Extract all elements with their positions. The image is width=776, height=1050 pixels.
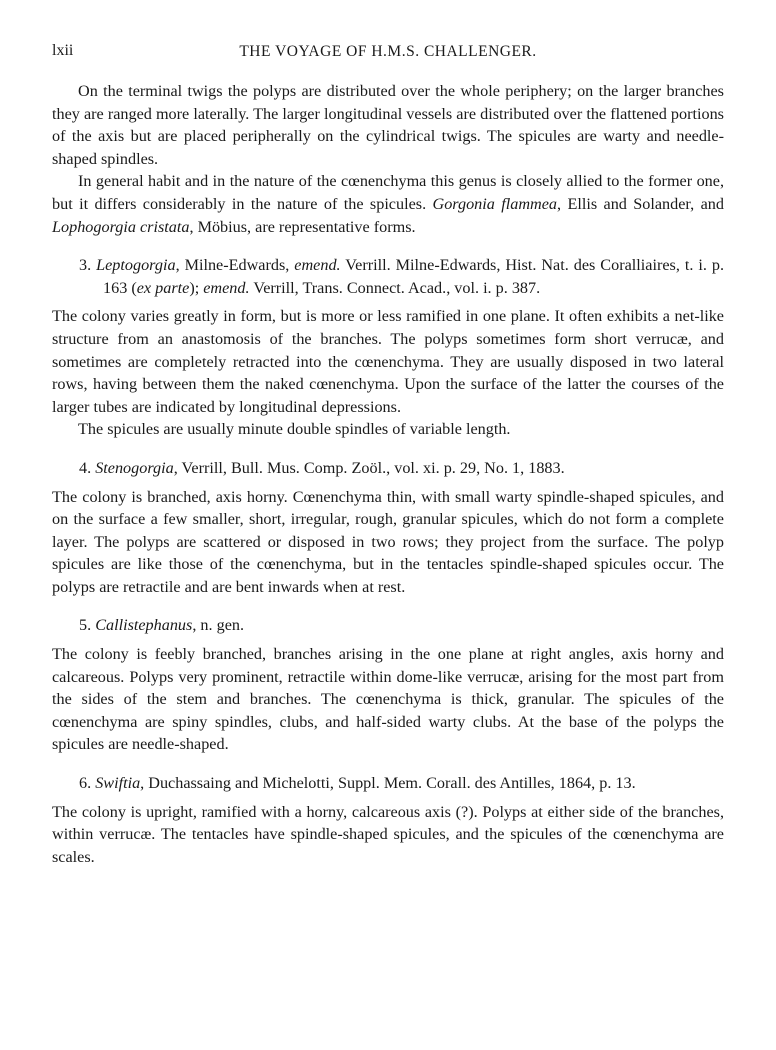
genus-ref-a: , Milne-Edwards, [175,256,290,275]
genus-number: 5. [79,616,92,635]
genus-heading-callistephanus [52,614,724,637]
page [52,42,724,868]
intro-text-c: , Möbius, are representative forms. [189,217,416,236]
genus-number: 4. [79,458,92,477]
genus-ref-emend-2: emend. [203,278,250,297]
genus-ref-d: Verrill, Trans. Connect. Acad., vol. i. p. 387. [253,278,541,297]
genus-heading-stenogorgia [52,457,724,480]
genus-ref-emend: emend. [294,256,341,275]
running-title: THE VOYAGE OF H.M.S. CHALLENGER. [239,43,537,60]
genus-name: Swiftia [95,774,141,793]
genus-ref-ex-parte: ex parte [136,278,190,297]
genus-ref-b: Verrill. Milne-Edwards, Hist. Nat. des Coralliaires, t. i. p. 163 ( [103,256,724,297]
genus-description: The colony is feebly branched, branches arising in the one plane at right angles, axis horny and calcareous. Polyps very prominent, retractile within dome-like verrucæ, arising for the most part from the sides of the stem and branches. The cœnenchyma is thick, granular. The spicules of the cœnenchyma are spiny spindles, clubs, and half-sided warty clubs. At the base of the polyps the spicules are needle-shaped. [52,645,724,754]
page-number: lxii [52,42,74,59]
genus-number: 6. [79,774,92,793]
intro-text-a: In general habit and in the nature of the cœnenchyma this genus is closely allied to the former one, but it differs considerably in the nature of the spicules. [52,172,724,213]
taxon-gorgonia-flammea: Gorgonia flammea [432,194,558,213]
taxon-lophogorgia-cristata: Lophogorgia cristata [52,217,190,236]
genus-name: Stenogorgia [95,458,174,477]
intro-paragraph-2 [52,170,724,238]
genus-description: The colony is branched, axis horny. Cœnenchyma thin, with small warty spindle-shaped spicules, and on the surface a few smaller, short, irregular, rough, granular spicules, which do not form a complete layer. The polyps are scattered or disposed in two rows; they project from the surface. The polyp spicules are like those of the cœnenchyma, but in the tentacles spindle-shaped spicules occur. The polyps are retractile and are bent inwards when at rest. [52,487,724,596]
genus-description: The colony varies greatly in form, but is more or less ramified in one plane. It often exhibits a net-like structure from an anastomosis of the branches. The polyps sometimes form short verrucæ, and sometimes are completely retracted into the cœnenchyma. They are usually disposed in two lateral rows, having between them the naked cœnenchyma. Upon the surface of the latter the courses of the larger tubes are indicated by longitudinal depressions. [52,307,724,416]
genus-description-2: The spicules are usually minute double spindles of variable length. [78,420,511,439]
genus-ref: , Duchassaing and Michelotti, Suppl. Mem. Corall. des Antilles, 1864, p. 13. [140,774,636,793]
genus-ref: , n. gen. [192,616,245,635]
intro-text-b: , Ellis and Solander, and [557,194,724,213]
genus-heading-leptogorgia [52,254,724,299]
intro-paragraph-1: On the terminal twigs the polyps are distributed over the whole periphery; on the larger branches they are ranged more laterally. The larger longitudinal vessels are distributed over the flattened portions of the axis but are placed peripherally on the cylindrical twigs. The spicules are warty and needle-shaped spindles. [52,82,724,168]
running-head [52,42,724,66]
genus-ref-c: ); [189,278,200,297]
genus-description: The colony is upright, ramified with a horny, calcareous axis (?). Polyps at either side of the branches, within verrucæ. The tentacles have spindle-shaped spicules, and the spicules of the cœnenchyma are scales. [52,802,724,866]
genus-number: 3. [79,256,92,275]
genus-heading-swiftia [52,772,724,795]
genus-name: Callistephanus [95,616,193,635]
genus-ref: , Verrill, Bull. Mus. Comp. Zoöl., vol. xi. p. 29, No. 1, 1883. [173,458,565,477]
genus-name: Leptogorgia [96,256,176,275]
